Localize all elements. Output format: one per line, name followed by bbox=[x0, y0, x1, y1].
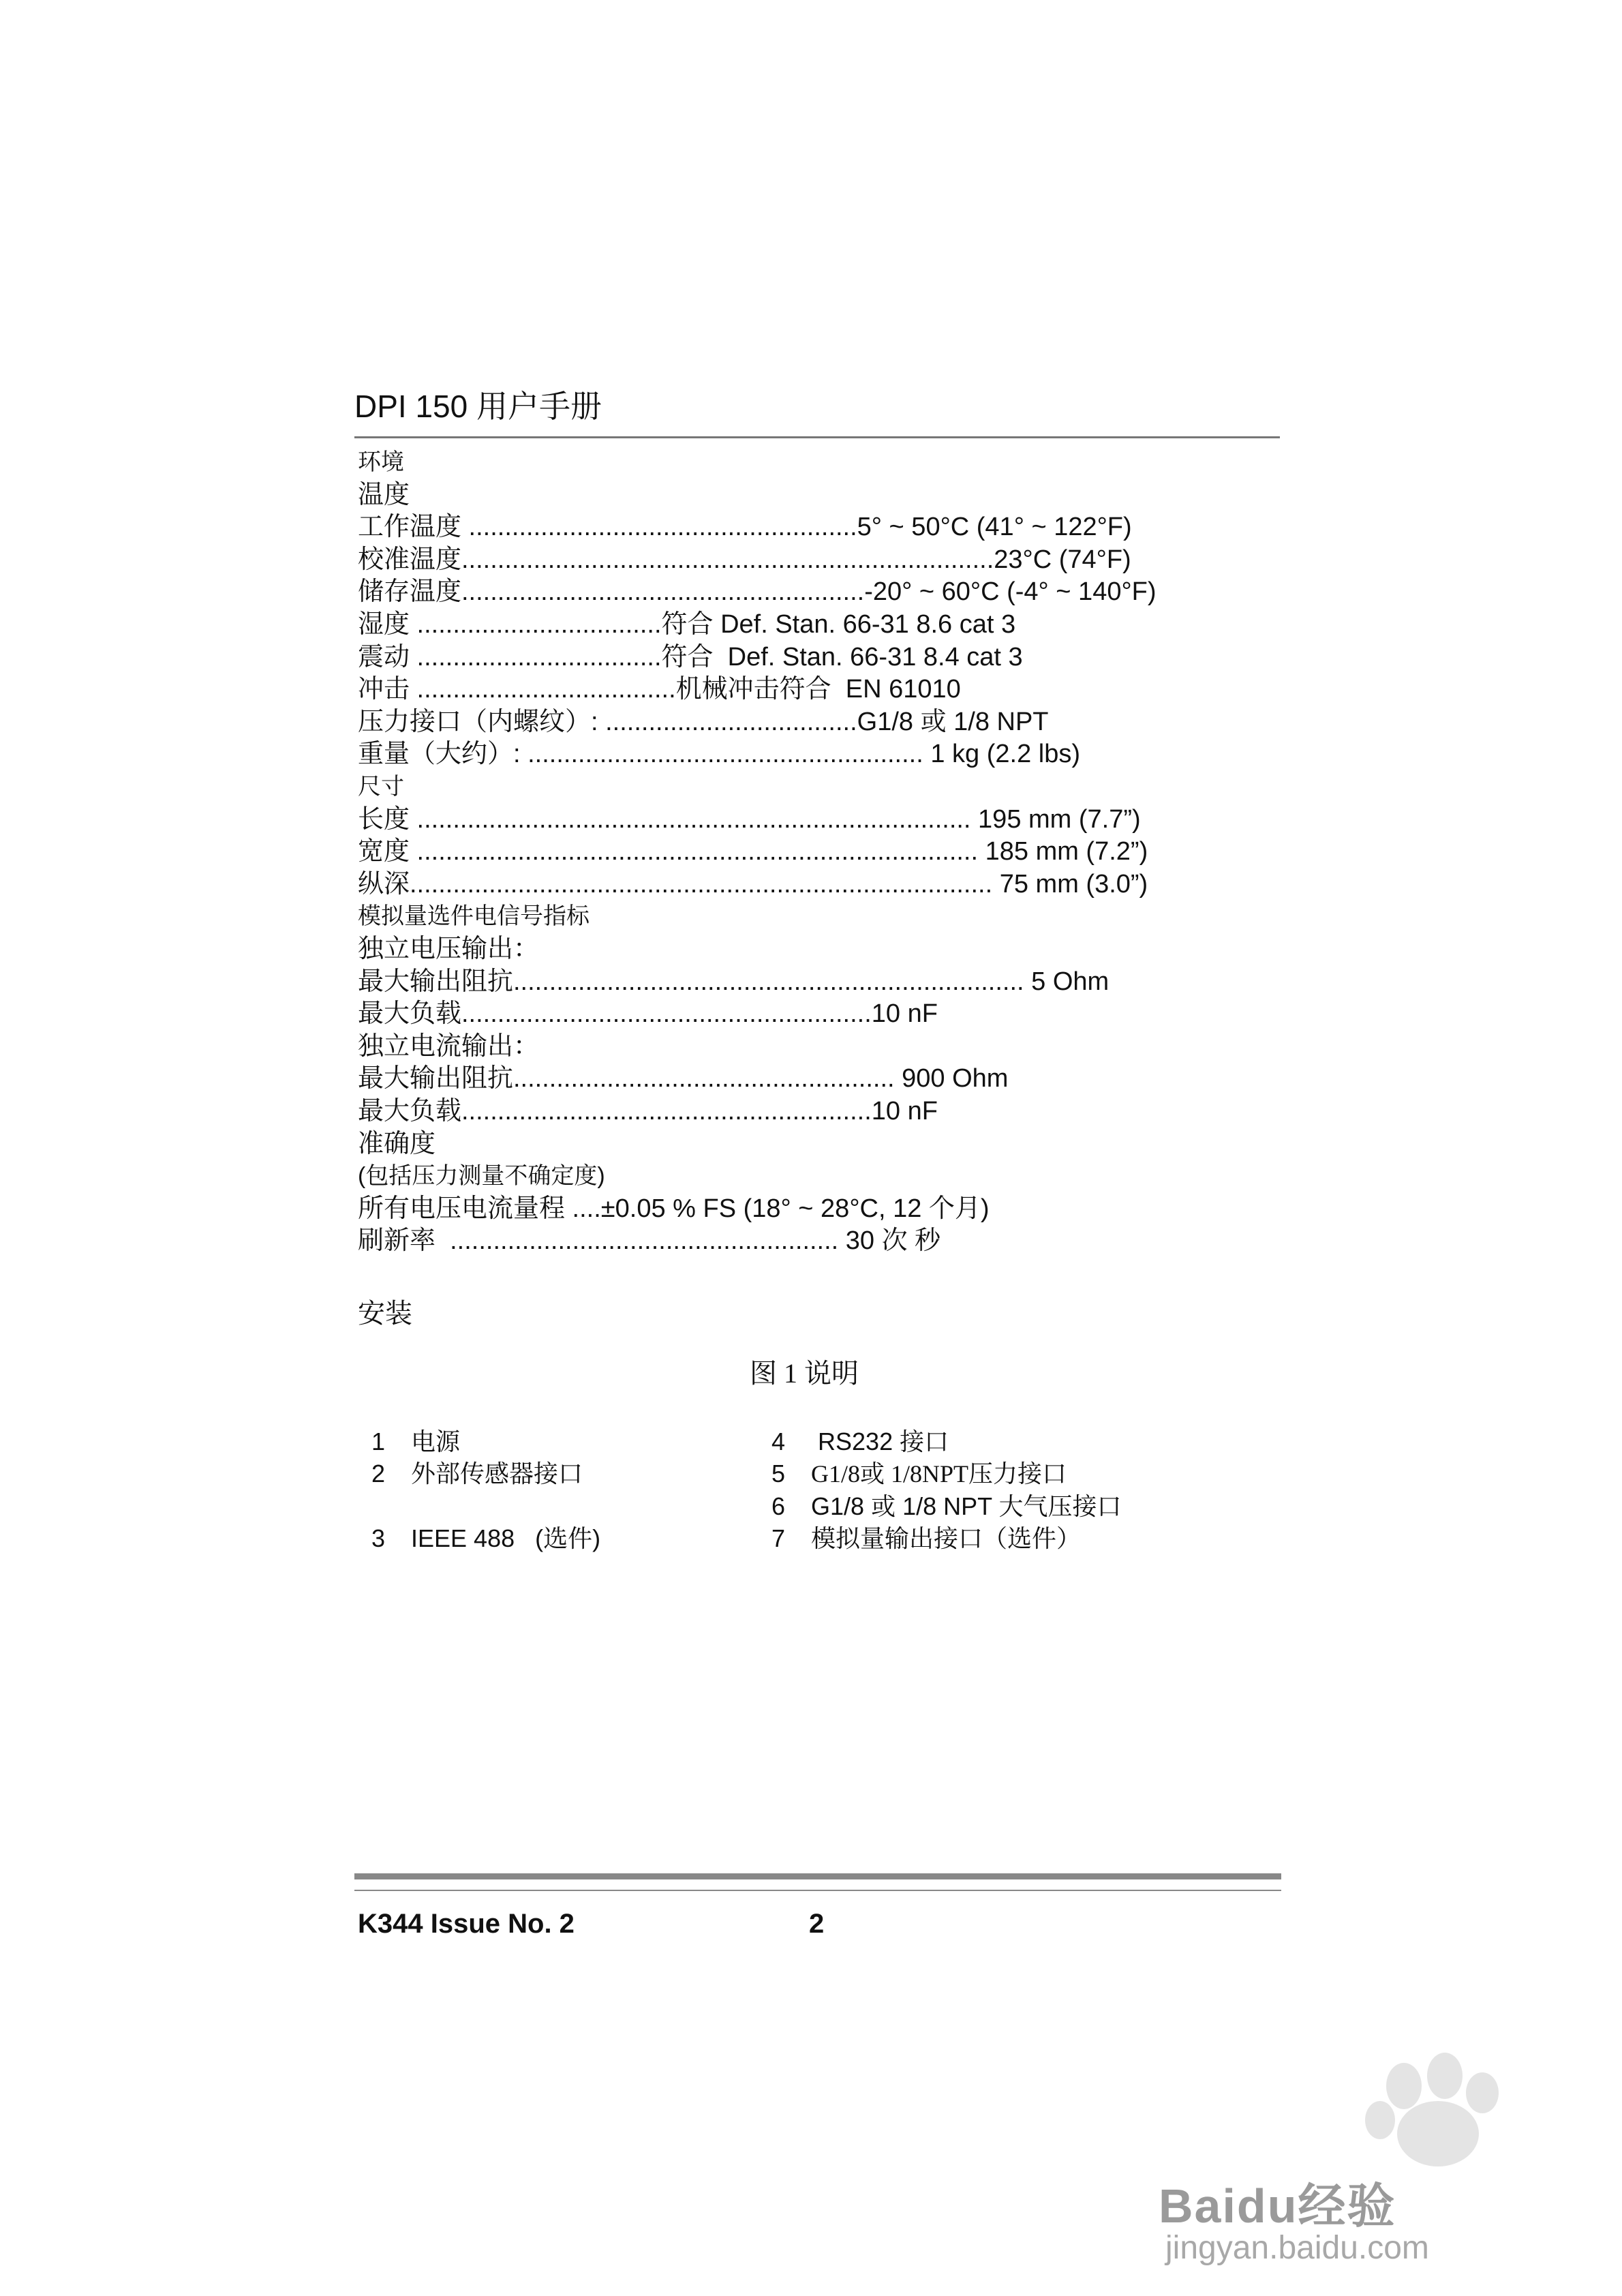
page-title: DPI 150 用户手册 bbox=[354, 389, 602, 424]
spec-line: 独立电压输出： bbox=[358, 935, 540, 963]
legend-item bbox=[358, 1491, 600, 1554]
legend-number: 5 bbox=[771, 1460, 786, 1487]
legend-label: RS232 接口 bbox=[811, 1428, 949, 1455]
spec-line: 湿度 ..................................符合 Def. Stan. 66-31 8.6 cat 3 bbox=[358, 610, 1016, 639]
legend-label: G1/8 或 1/8 NPT 大气压接口 bbox=[811, 1492, 1122, 1520]
spec-line: 温度 bbox=[358, 481, 410, 509]
spec-line: 最大输出阻抗..................................................... 900 Ohm bbox=[358, 1064, 1009, 1093]
spec-line: 重量（大约）: ....................................................... 1 kg (2.2 lbs) bbox=[358, 740, 1080, 768]
spec-line: 最大负载.........................................................10 nF bbox=[358, 999, 938, 1028]
spec-line: (包括压力测量不确定度) bbox=[358, 1163, 605, 1189]
footer-doc-id: K344 Issue No. 2 bbox=[358, 1909, 575, 1939]
spec-line: 环境 bbox=[358, 449, 404, 475]
install-heading: 安装 bbox=[358, 1299, 412, 1329]
spec-line: 纵深................................................................................. 75 mm (3.0”) bbox=[358, 870, 1148, 898]
spec-line: 最大负载.........................................................10 nF bbox=[358, 1097, 938, 1126]
header-divider bbox=[354, 436, 1280, 438]
spec-line: 长度 ............................................................................. 195 mm (7.7”) bbox=[358, 805, 1141, 834]
spec-line: 工作温度 ......................................................5° ~ 50°C (41° ~ 122°F) bbox=[358, 513, 1132, 541]
figure-caption: 图 1 说明 bbox=[750, 1358, 859, 1389]
page-number: 2 bbox=[809, 1909, 825, 1939]
spec-line: 校准温度..........................................................................23°C (74°F) bbox=[358, 545, 1131, 574]
watermark-url: jingyan.baidu.com bbox=[1165, 2230, 1429, 2266]
spec-line: 独立电流输出： bbox=[358, 1032, 540, 1061]
legend-number: 1 bbox=[371, 1428, 386, 1455]
legend-number: 7 bbox=[771, 1524, 786, 1552]
legend-label: 模拟量输出接口（选件） bbox=[811, 1524, 1082, 1552]
spec-line: 压力接口（内螺纹）: ...................................G1/8 或 1/8 NPT bbox=[358, 708, 1049, 736]
legend-label: G1/8或 1/8NPT压力接口 bbox=[811, 1460, 1067, 1487]
spec-line: 刷新率 ...................................................... 30 次 秒 bbox=[358, 1226, 941, 1255]
spec-line: 冲击 ....................................机械冲击符合 EN 61010 bbox=[358, 675, 961, 704]
spec-line: 模拟量选件电信号指标 bbox=[358, 903, 590, 929]
legend-item bbox=[758, 1491, 1081, 1554]
spec-line: 准确度 bbox=[358, 1130, 436, 1158]
legend-label: 电源 bbox=[411, 1428, 461, 1455]
legend-item bbox=[358, 1426, 583, 1490]
spec-line: 所有电压电流量程 ....±0.05 % FS (18° ~ 28°C, 12 个月) bbox=[358, 1194, 990, 1223]
footer-divider-thin bbox=[354, 1890, 1281, 1891]
spec-line: 宽度 .............................................................................. 185 mm (7.2”) bbox=[358, 837, 1148, 866]
legend-label: 外部传感器接口 bbox=[411, 1460, 583, 1487]
legend-number: 4 bbox=[771, 1428, 786, 1455]
legend-number: 2 bbox=[371, 1460, 386, 1487]
spec-line: 尺寸 bbox=[358, 774, 404, 800]
spec-line: 最大输出阻抗....................................................................... 5 Ohm bbox=[358, 967, 1110, 996]
legend-number: 6 bbox=[771, 1492, 786, 1520]
footer-divider-thick bbox=[354, 1873, 1281, 1879]
legend-label: IEEE 488 (选件) bbox=[411, 1524, 601, 1552]
spec-line: 震动 ..................................符合 Def. Stan. 66-31 8.4 cat 3 bbox=[358, 643, 1023, 671]
legend-number: 3 bbox=[371, 1524, 386, 1552]
watermark-brand: Baidu经验 bbox=[1159, 2179, 1396, 2233]
spec-line: 储存温度........................................................-20° ~ 60°C (-4° ~ 140°F) bbox=[358, 577, 1157, 606]
